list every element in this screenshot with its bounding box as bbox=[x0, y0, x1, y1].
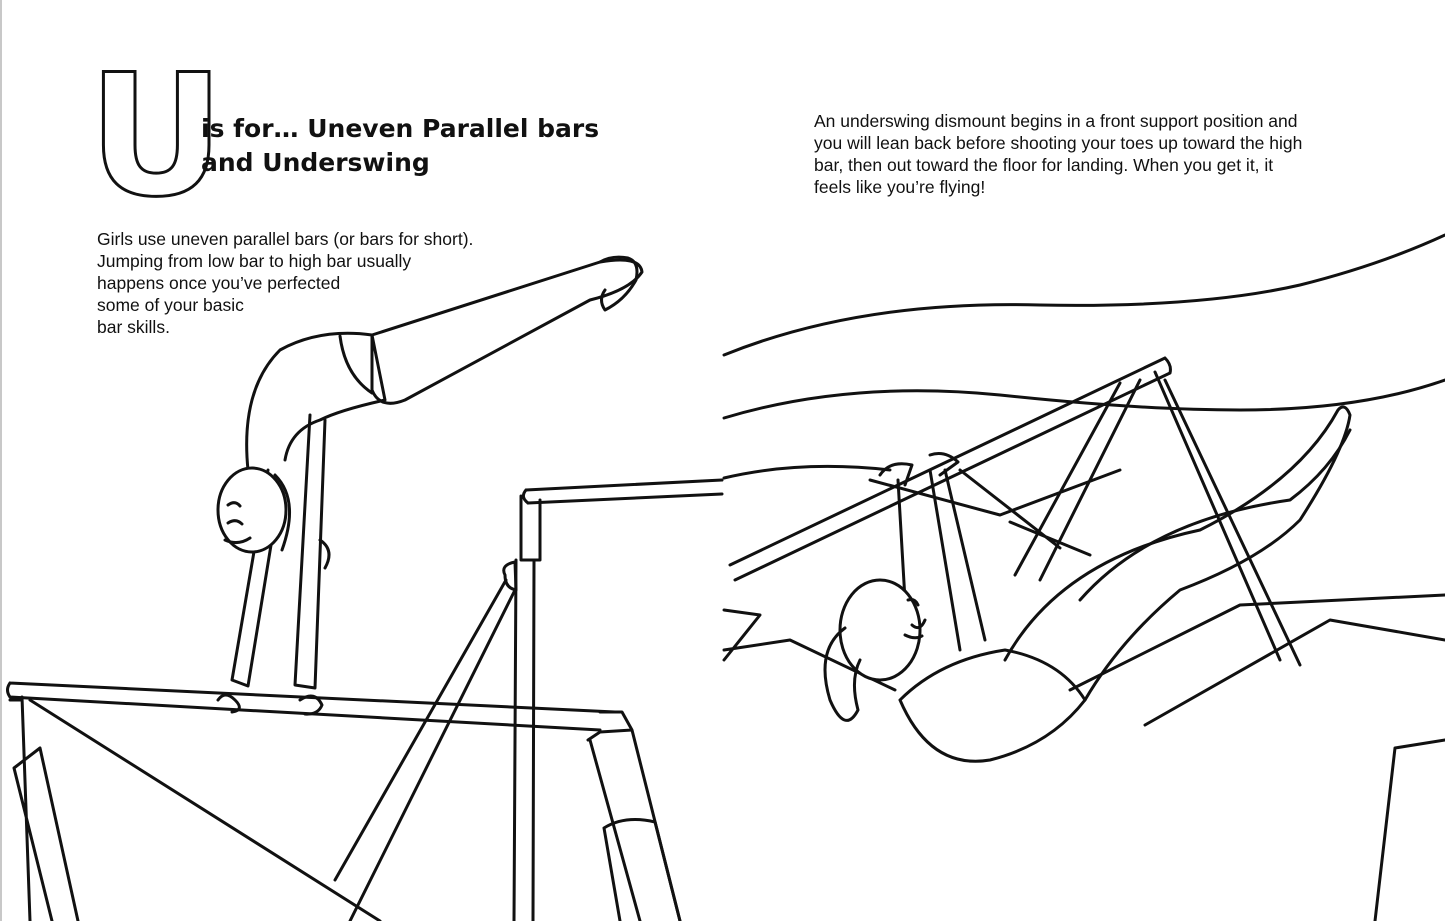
gymnast-torso bbox=[247, 333, 385, 470]
gymnast-leotard-line bbox=[340, 336, 372, 393]
left-gymnast-illustration bbox=[8, 257, 723, 921]
title-line-2: and Underswing bbox=[201, 148, 430, 177]
paragraph-line: bar skills. bbox=[97, 317, 170, 337]
paragraph-line: happens once you’ve perfected bbox=[97, 273, 341, 293]
right-paragraph bbox=[814, 110, 1302, 198]
upright-pad bbox=[504, 562, 516, 590]
frame-cables bbox=[870, 372, 1300, 665]
right-gymnast-illustration bbox=[724, 235, 1445, 921]
low-bar-frame bbox=[10, 697, 78, 921]
paragraph-line: Jumping from low bar to high bar usually bbox=[97, 251, 412, 271]
gymnast-torso-right bbox=[900, 650, 1085, 761]
gymnast-head-right bbox=[840, 580, 920, 680]
support-cable bbox=[335, 580, 515, 921]
frame-cable bbox=[30, 700, 380, 921]
gymnast-head bbox=[218, 468, 286, 552]
left-paragraph bbox=[97, 228, 473, 338]
paragraph-line: some of your basic bbox=[97, 295, 244, 315]
paragraph-line: An underswing dismount begins in a front support position and bbox=[814, 111, 1298, 131]
title-line-1 bbox=[201, 112, 599, 146]
drop-cap-letter: U bbox=[88, 38, 225, 234]
title-intro: is for… bbox=[201, 114, 308, 143]
gymnast-legs-right bbox=[1005, 407, 1350, 700]
gymnast-arm-right bbox=[295, 415, 325, 688]
floor-sweep-top bbox=[724, 235, 1445, 355]
page-title bbox=[201, 112, 599, 180]
paragraph-line: bar, then out toward the floor for landing. When you get it, it bbox=[814, 155, 1274, 175]
paragraph-line: you will lean back before shooting your toes up toward the high bbox=[814, 133, 1303, 153]
low-bar-upright bbox=[588, 712, 680, 921]
paragraph-line: feels like you’re flying! bbox=[814, 177, 986, 197]
title-topic: Uneven Parallel bars bbox=[307, 114, 600, 143]
high-bar-rail bbox=[523, 480, 722, 503]
mat-right-leg bbox=[1375, 740, 1445, 921]
floor-sweep-low bbox=[724, 466, 890, 478]
low-bar-rail bbox=[8, 683, 616, 730]
paragraph-line: Girls use uneven parallel bars (or bars for short). bbox=[97, 229, 474, 249]
